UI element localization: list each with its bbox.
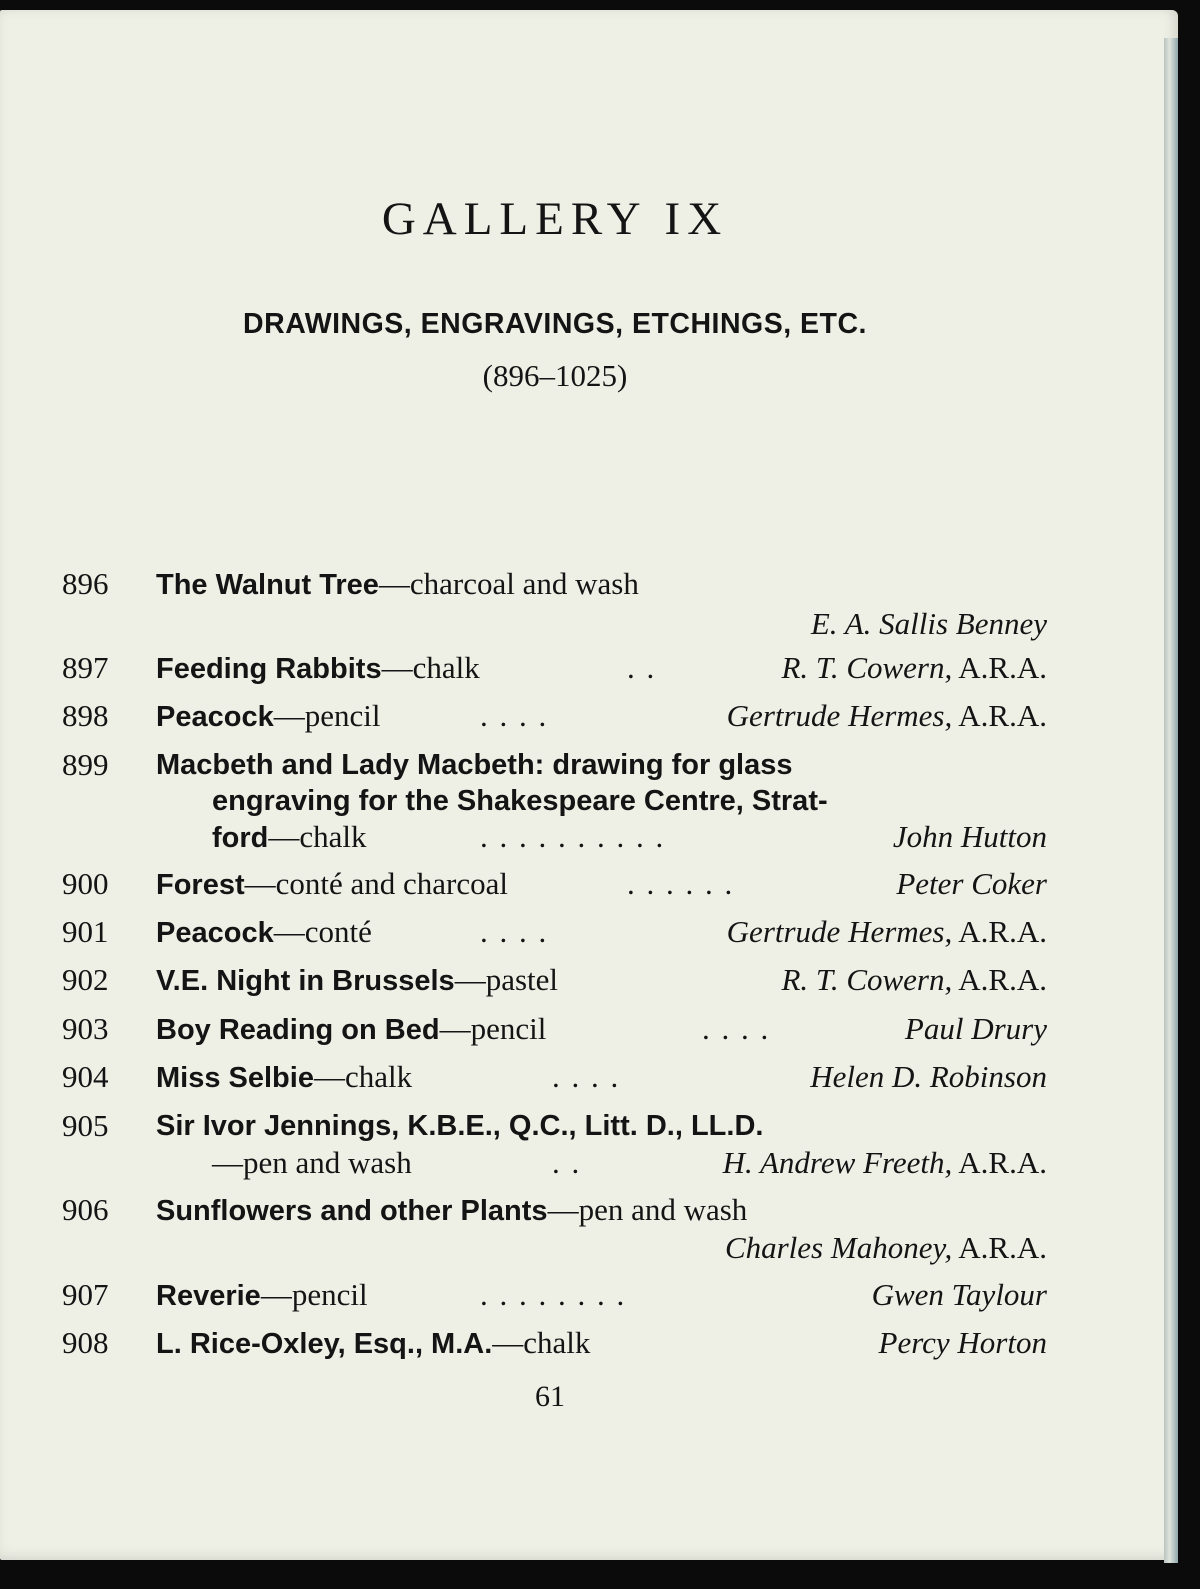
dot-leader: . . . . . . . .	[480, 1277, 627, 1312]
entry-medium: —pastel	[454, 962, 558, 997]
entry-title: Sir Ivor Jennings, K.B.E., Q.C., Litt. D., LL.D.	[156, 1110, 764, 1142]
entry-number: 904	[62, 1059, 109, 1094]
entry-title-line	[156, 910, 372, 955]
entry-title: Boy Reading on Bed	[156, 1014, 440, 1046]
entry-artist-suffix: A.R.A.	[952, 962, 1047, 997]
entry-906-artist-line	[62, 1226, 1047, 1270]
entry-artist: Gertrude Hermes,	[726, 914, 953, 949]
entry-title: ford	[212, 822, 269, 854]
entry-artist-block	[811, 602, 1047, 646]
entry-title: Peacock	[156, 701, 274, 733]
entry-number: 901	[62, 914, 109, 949]
entry-number: 905	[62, 1108, 109, 1143]
entry-901	[62, 910, 1047, 954]
entry-artist: Charles Mahoney,	[724, 1230, 953, 1265]
entry-artist-block	[896, 862, 1047, 906]
entry-number: 902	[62, 962, 109, 997]
entry-artist: John Hutton	[892, 819, 1047, 854]
entry-title-line	[156, 562, 639, 607]
entry-title: Macbeth and Lady Macbeth: drawing for glass	[156, 749, 793, 781]
entry-artist-block	[872, 1273, 1047, 1317]
entry-title: engraving for the Shakespeare Centre, Strat-	[212, 785, 828, 817]
entry-number: 907	[62, 1277, 109, 1312]
entry-artist-block	[727, 694, 1047, 738]
entry-artist-suffix: A.R.A.	[952, 650, 1047, 685]
dot-leader: . . . . . .	[627, 866, 735, 901]
entry-artist: Gertrude Hermes,	[726, 698, 953, 733]
entry-title-line	[156, 1055, 412, 1100]
entry-title-line	[156, 862, 508, 907]
entry-title: Miss Selbie	[156, 1062, 314, 1094]
entry-artist: Peter Coker	[896, 866, 1047, 901]
entry-903	[62, 1007, 1047, 1051]
dot-leader: . .	[552, 1145, 582, 1180]
entry-artist-block	[727, 910, 1047, 954]
dot-leader: . . . .	[480, 698, 549, 733]
entry-905-continued	[62, 1141, 1047, 1185]
entry-medium: —chalk	[268, 819, 367, 854]
entry-title: Peacock	[156, 917, 274, 949]
entry-artist-block	[810, 1055, 1047, 1099]
entry-medium: —chalk	[492, 1325, 591, 1360]
entry-artist: Paul Drury	[904, 1011, 1047, 1046]
dot-leader: . . . . . . . . . .	[480, 819, 666, 854]
entry-title: The Walnut Tree	[156, 569, 379, 601]
entry-title: Reverie	[156, 1280, 261, 1312]
entry-artist: E. A. Sallis Benney	[810, 606, 1047, 641]
entry-title-line	[156, 694, 380, 739]
catalogue-number-range: (896–1025)	[482, 358, 628, 393]
entry-medium: —conté	[273, 914, 372, 949]
dot-leader: . .	[627, 650, 657, 685]
entry-title: V.E. Night in Brussels	[156, 965, 455, 997]
entry-902	[62, 958, 1047, 1002]
entry-artist-block	[725, 1226, 1047, 1270]
entry-artist: R. T. Cowern,	[781, 650, 953, 685]
entry-896	[62, 562, 1047, 606]
dot-leader: . . . .	[552, 1059, 621, 1094]
entry-title-line	[156, 958, 558, 1003]
gallery-title: GALLERY IX	[381, 193, 729, 245]
entry-artist-block	[723, 1141, 1047, 1185]
entry-title-line	[156, 1321, 590, 1366]
page-edge	[1164, 38, 1178, 1563]
entry-medium: —charcoal and wash	[378, 566, 639, 601]
dot-leader: . . . .	[702, 1011, 771, 1046]
entry-medium: —pen and wash	[547, 1192, 748, 1227]
entry-artist: Helen D. Robinson	[810, 1059, 1047, 1094]
entry-title-line	[156, 646, 480, 691]
entry-904	[62, 1055, 1047, 1099]
entry-artist: Percy Horton	[878, 1325, 1047, 1360]
entry-title-line	[156, 1007, 546, 1052]
entry-title-line	[212, 815, 367, 860]
entry-number: 896	[62, 566, 109, 601]
entry-title: Feeding Rabbits	[156, 653, 382, 685]
entry-908	[62, 1321, 1047, 1365]
entry-medium: —pencil	[260, 1277, 368, 1312]
entry-artist-suffix: A.R.A.	[952, 914, 1047, 949]
entry-title: L. Rice-Oxley, Esq., M.A.	[156, 1328, 493, 1360]
entry-artist-block	[905, 1007, 1047, 1051]
entry-artist-suffix: A.R.A.	[952, 1230, 1047, 1265]
entry-899-last-line	[62, 815, 1047, 859]
dot-leader: . . . .	[480, 914, 549, 949]
entry-medium: —pencil	[439, 1011, 547, 1046]
entry-907	[62, 1273, 1047, 1317]
entry-medium: —pencil	[273, 698, 381, 733]
entry-number: 899	[62, 747, 109, 782]
entry-898	[62, 694, 1047, 738]
entry-artist-suffix: A.R.A.	[952, 1145, 1047, 1180]
entry-number: 908	[62, 1325, 109, 1360]
entry-medium: —chalk	[381, 650, 480, 685]
entry-900	[62, 862, 1047, 906]
entry-number: 906	[62, 1192, 109, 1227]
entry-number: 897	[62, 650, 109, 685]
entry-title-line	[156, 1273, 368, 1318]
section-subtitle: DRAWINGS, ENGRAVINGS, ETCHINGS, ETC.	[243, 308, 867, 340]
entry-artist-suffix: A.R.A.	[952, 698, 1047, 733]
entry-artist: Gwen Taylour	[871, 1277, 1047, 1312]
entry-artist: H. Andrew Freeth,	[722, 1145, 953, 1180]
page-number: 61	[535, 1380, 565, 1413]
entry-medium: —pen and wash	[212, 1145, 412, 1180]
entry-artist: R. T. Cowern,	[781, 962, 953, 997]
entry-number: 903	[62, 1011, 109, 1046]
entry-number: 900	[62, 866, 109, 901]
entry-artist-block	[893, 815, 1047, 859]
entry-897	[62, 646, 1047, 690]
entry-title: Sunflowers and other Plants	[156, 1195, 548, 1227]
entry-number: 898	[62, 698, 109, 733]
entry-medium: —chalk	[313, 1059, 413, 1094]
entry-896-artist-line	[62, 602, 1047, 646]
entry-artist-block	[781, 646, 1047, 690]
entry-artist-block	[781, 958, 1047, 1002]
catalogue-page	[0, 10, 1178, 1560]
entry-title: Forest	[156, 869, 245, 901]
entry-artist-block	[879, 1321, 1047, 1365]
entry-medium: —conté and charcoal	[244, 866, 509, 901]
